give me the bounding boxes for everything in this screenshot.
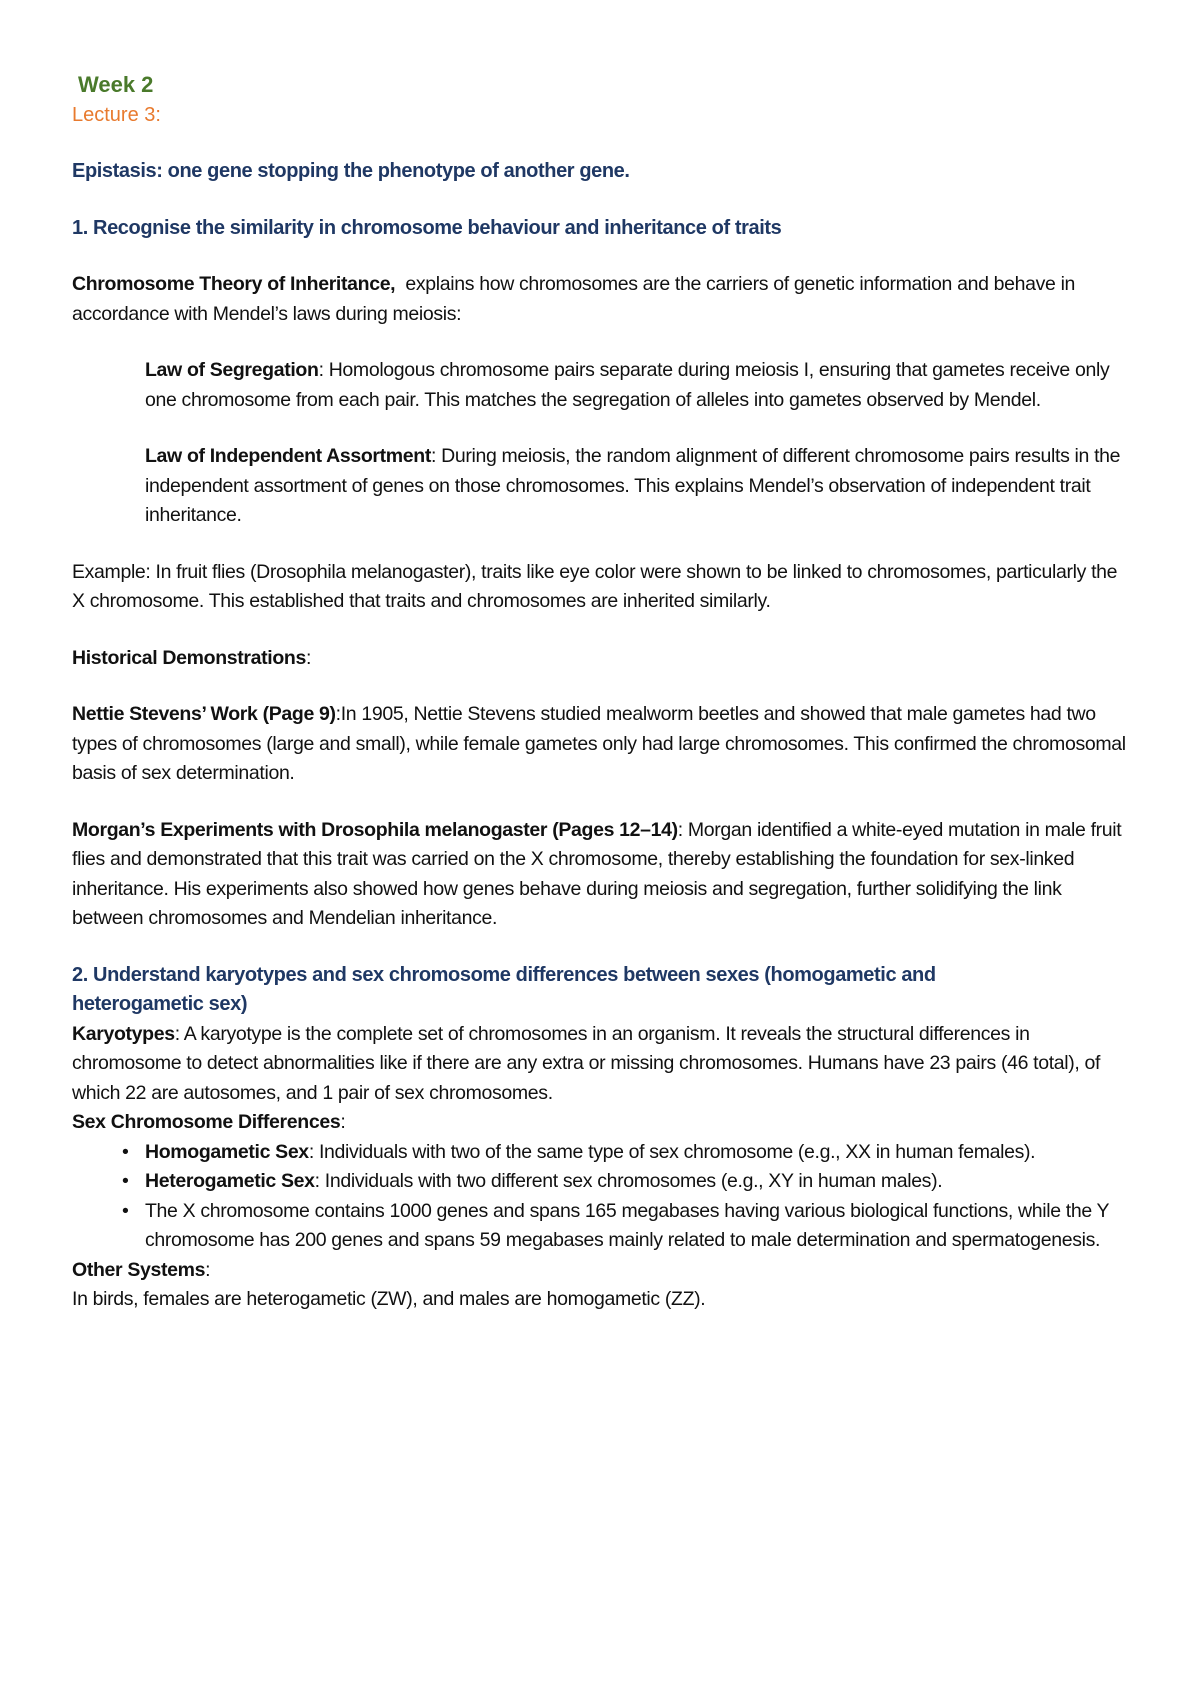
- homogametic-text: : Individuals with two of the same type of sex chromosome (e.g., XX in human females).: [308, 1140, 1036, 1163]
- section1-heading: 1. Recognise the similarity in chromosome behaviour and inheritance of traits: [72, 216, 782, 239]
- sex-diff-colon: :: [340, 1111, 346, 1133]
- other-systems-heading-text: Other Systems: [72, 1258, 206, 1281]
- chromosome-theory-text: explains how chromosomes are the carriers of genetic information and behave in accordance with Mendel’s laws during meiosis:: [72, 273, 1081, 325]
- stevens-term: Nettie Stevens’ Work (Page 9): [72, 703, 336, 725]
- other-systems-colon: :: [205, 1258, 211, 1281]
- stevens-text: :In 1905, Nettie Stevens studied mealworm beetles and showed that male gametes had two types of chromosomes (large and small), while female gametes only had large chromosomes. This confirmed the chromosomal basis of sex determination.: [72, 703, 1126, 784]
- morgan-text: : Morgan identified a white-eyed mutation in male fruit flies and demonstrated that this trait was carried on the X chromosome, thereby establishing the foundation for sex-linked inheritance. His experiments also showed how genes behave during meiosis and segregation, further solidifying the link between chromosomes and Mendelian inheritance.: [72, 818, 1122, 929]
- karyotypes-term: Karyotypes: [72, 1022, 175, 1045]
- epistasis-heading: Epistasis: one gene stopping the phenotype of another gene.: [72, 160, 630, 182]
- other-systems-heading: [72, 1256, 1132, 1286]
- homogametic-term: Homogametic Sex: [145, 1140, 309, 1163]
- sex-diff-heading: [72, 1108, 1132, 1138]
- list-item-homogametic: [72, 1138, 1132, 1168]
- law-segregation-paragraph: [145, 356, 1132, 415]
- bullet-icon: •: [122, 1199, 129, 1222]
- morgan-paragraph: [72, 816, 1132, 934]
- xy-genes-text: The X chromosome contains 1000 genes and spans 165 megabases having various biological functions, while the Y chromosome has 200 genes and spans 59 megabases mainly related to male determination and spermatogenesis.: [145, 1199, 1109, 1251]
- bullet-icon: •: [122, 1140, 129, 1163]
- other-systems-text: In birds, females are heterogametic (ZW), and males are homogametic (ZZ).: [72, 1288, 706, 1310]
- historical-heading: [72, 644, 1132, 674]
- law-independent-assortment-text: : During meiosis, the random alignment of different chromosome pairs results in the independent assortment of genes on those chromosomes. This explains Mendel’s observation of independent trait inheritance.: [145, 445, 1121, 526]
- document-page: [72, 70, 1132, 1315]
- chromosome-theory-paragraph: [72, 270, 1132, 329]
- law-segregation-term: Law of Segregation: [145, 359, 319, 381]
- law-independent-assortment-term: Law of Independent Assortment: [145, 445, 431, 467]
- stevens-paragraph: [72, 700, 1132, 789]
- law-segregation-text: : Homologous chromosome pairs separate during meiosis I, ensuring that gametes receive only one chromosome from each pair. This matches the segregation of alleles into gametes observed by Mendel.: [145, 359, 1110, 411]
- sex-diff-list: [72, 1138, 1132, 1256]
- example-paragraph: Example: In fruit flies (Drosophila melanogaster), traits like eye color were shown to be linked to chromosomes, particularly the X chromosome. This established that traits and chromosomes are inherited similarly.: [72, 560, 1118, 612]
- karyotypes-text: : A karyotype is the complete set of chromosomes in an organism. It reveals the structural differences in chromosome to detect abnormalities like if there are any extra or missing chromosomes. Humans have 23 pairs (46 total), of which 22 are autosomes, and 1 pair of sex chromosomes.: [72, 1022, 1101, 1104]
- law-independent-assortment-paragraph: [145, 442, 1132, 531]
- list-item-xy-genes: [72, 1197, 1132, 1256]
- heterogametic-text: : Individuals with two different sex chromosomes (e.g., XY in human males).: [314, 1170, 943, 1192]
- karyotypes-paragraph: [72, 1020, 1132, 1109]
- section2-heading: 2. Understand karyotypes and sex chromosome differences between sexes (homogametic and heterogametic sex): [72, 963, 936, 1015]
- historical-heading-text: Historical Demonstrations: [72, 646, 306, 669]
- lecture-title: Lecture 3:: [72, 104, 161, 126]
- sex-diff-heading-text: Sex Chromosome Differences: [72, 1111, 341, 1133]
- list-item-heterogametic: [72, 1167, 1132, 1197]
- heterogametic-term: Heterogametic Sex: [145, 1170, 315, 1192]
- bullet-icon: •: [122, 1170, 129, 1192]
- chromosome-theory-term: Chromosome Theory of Inheritance,: [72, 273, 396, 295]
- week-title: Week 2: [78, 72, 154, 97]
- historical-colon: :: [305, 646, 312, 669]
- morgan-term: Morgan’s Experiments with Drosophila melanogaster (Pages 12–14): [72, 818, 678, 841]
